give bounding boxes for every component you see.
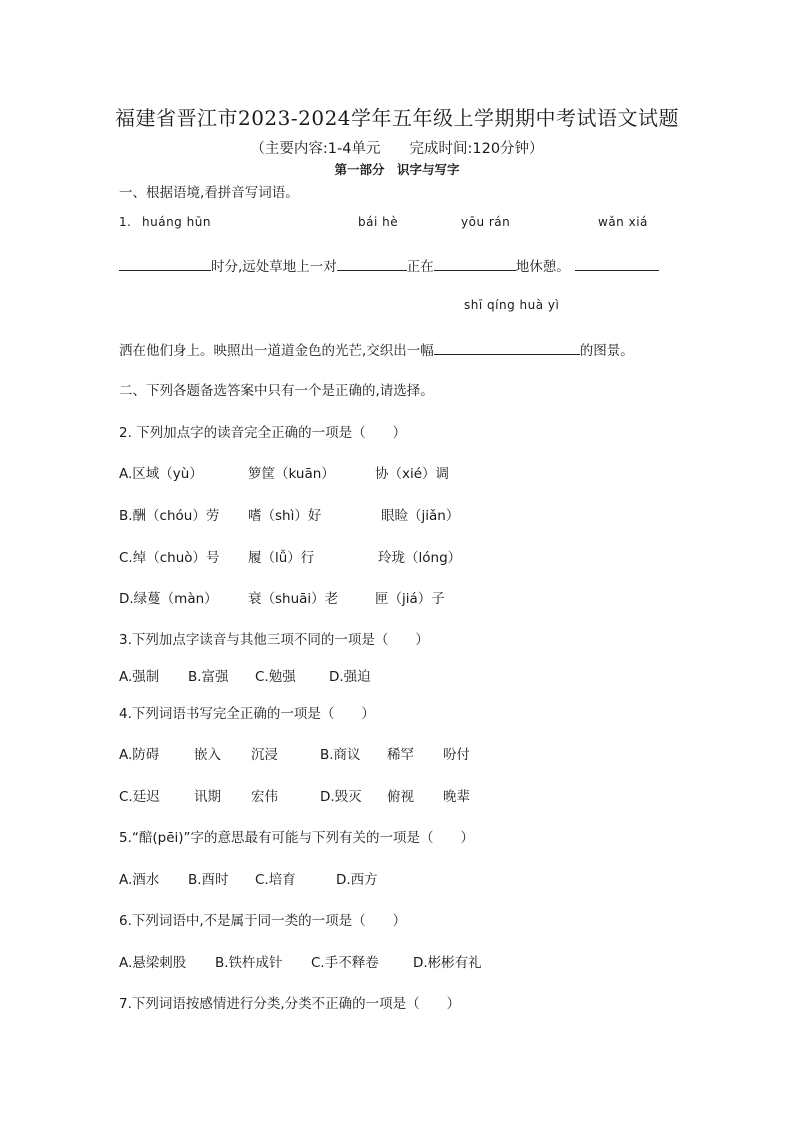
document-title: 福建省晋江市2023-2024学年五年级上学期期中考试语文试题 (114, 106, 680, 130)
q5-option-d[interactable]: D.西方 (336, 872, 378, 888)
q5-option-b[interactable]: B.酉时 (188, 872, 229, 888)
q4-word: 讯期 (194, 789, 221, 805)
pinyin-3: yōu rán (461, 215, 511, 229)
pinyin-2: bái hè (358, 215, 399, 229)
q4-word: 沉浸 (251, 747, 278, 763)
fill-text-2b: 的图景。 (579, 343, 634, 359)
q4-word: 晚辈 (443, 789, 470, 805)
question-1-number: 1. (119, 215, 132, 229)
fill-line-2 (119, 339, 634, 359)
document-subtitle: （主要内容:1-4单元 完成时间:120分钟） (250, 141, 544, 157)
answer-blank-1[interactable] (119, 256, 211, 271)
fill-text-1b: 正在 (406, 259, 434, 275)
answer-blank-3[interactable] (434, 256, 516, 271)
q2-option-b-1[interactable]: B.酬（chóu）劳 (119, 508, 220, 524)
q2-option-c-3: 玲珑（lóng） (378, 550, 462, 566)
q2-option-b-2: 嗜（shì）好 (248, 508, 322, 524)
fill-line-1 (119, 255, 659, 275)
question-7-stem: 7.下列词语按感情进行分类,分类不正确的一项是（ ） (119, 996, 461, 1012)
q4-option-d[interactable]: D.毁灭 (320, 789, 362, 805)
section-2-heading: 二、下列各题备选答案中只有一个是正确的,请选择。 (119, 383, 434, 399)
q2-option-a-3: 协（xié）调 (375, 466, 450, 482)
q4-word: 稀罕 (387, 747, 414, 763)
q6-option-c[interactable]: C.手不释卷 (311, 955, 379, 971)
fill-text-2a: 洒在他们身上。映照出一道道金色的光芒,交织出一幅 (119, 343, 434, 359)
q4-word: 吩付 (443, 747, 470, 763)
q4-word: 俯视 (387, 789, 414, 805)
q2-option-b-3: 眼睑（jiǎn） (381, 508, 460, 524)
question-5-stem: 5.“醅(pēi)”字的意思最有可能与下列有关的一项是（ ） (119, 830, 475, 846)
q4-word: 嵌入 (194, 747, 221, 763)
q4-option-c[interactable]: C.廷迟 (119, 789, 160, 805)
answer-blank-5[interactable] (434, 340, 580, 355)
question-6-stem: 6.下列词语中,不是属于同一类的一项是（ ） (119, 913, 407, 929)
pinyin-5: shī qíng huà yì (464, 298, 560, 312)
pinyin-4: wǎn xiá (598, 215, 648, 229)
q4-word: 宏伟 (251, 789, 278, 805)
question-4-stem: 4.下列词语书写完全正确的一项是（ ） (119, 706, 375, 722)
q5-option-c[interactable]: C.培育 (255, 872, 296, 888)
section-1-heading: 一、根据语境,看拼音写词语。 (119, 185, 299, 201)
q3-option-c[interactable]: C.勉强 (255, 669, 296, 685)
q2-option-d-2: 衰（shuāi）老 (248, 591, 339, 607)
q2-option-c-1[interactable]: C.绰（chuò）号 (119, 550, 220, 566)
question-2-stem: 2. 下列加点字的读音完全正确的一项是（ ） (119, 425, 407, 441)
q4-option-b[interactable]: B.商议 (320, 747, 361, 763)
q5-option-a[interactable]: A.酒水 (119, 872, 160, 888)
q4-option-a[interactable]: A.防碍 (119, 747, 160, 763)
question-3-stem: 3.下列加点字读音与其他三项不同的一项是（ ） (119, 632, 429, 648)
q6-option-a[interactable]: A.悬梁刺股 (119, 955, 187, 971)
fill-text-1a: 时分,远处草地上一对 (211, 259, 337, 275)
q2-option-d-3: 匣（jiá）子 (375, 591, 445, 607)
q6-option-b[interactable]: B.铁杵成针 (215, 955, 283, 971)
pinyin-1: huáng hūn (142, 215, 211, 229)
q3-option-d[interactable]: D.强迫 (329, 669, 371, 685)
answer-blank-2[interactable] (337, 256, 407, 271)
part-heading: 第一部分 识字与写字 (334, 162, 460, 177)
q2-option-c-2: 履（lǚ）行 (248, 550, 315, 566)
fill-text-1c: 地休憩。 (515, 259, 570, 275)
q2-option-a-2: 箩筐（kuān） (248, 466, 335, 482)
q3-option-b[interactable]: B.富强 (188, 669, 229, 685)
q3-option-a[interactable]: A.强制 (119, 669, 160, 685)
answer-blank-4[interactable] (575, 256, 659, 271)
q2-option-a-1[interactable]: A.区域（yù） (119, 466, 203, 482)
q2-option-d-1[interactable]: D.绿蔓（màn） (119, 591, 218, 607)
q6-option-d[interactable]: D.彬彬有礼 (413, 955, 482, 971)
